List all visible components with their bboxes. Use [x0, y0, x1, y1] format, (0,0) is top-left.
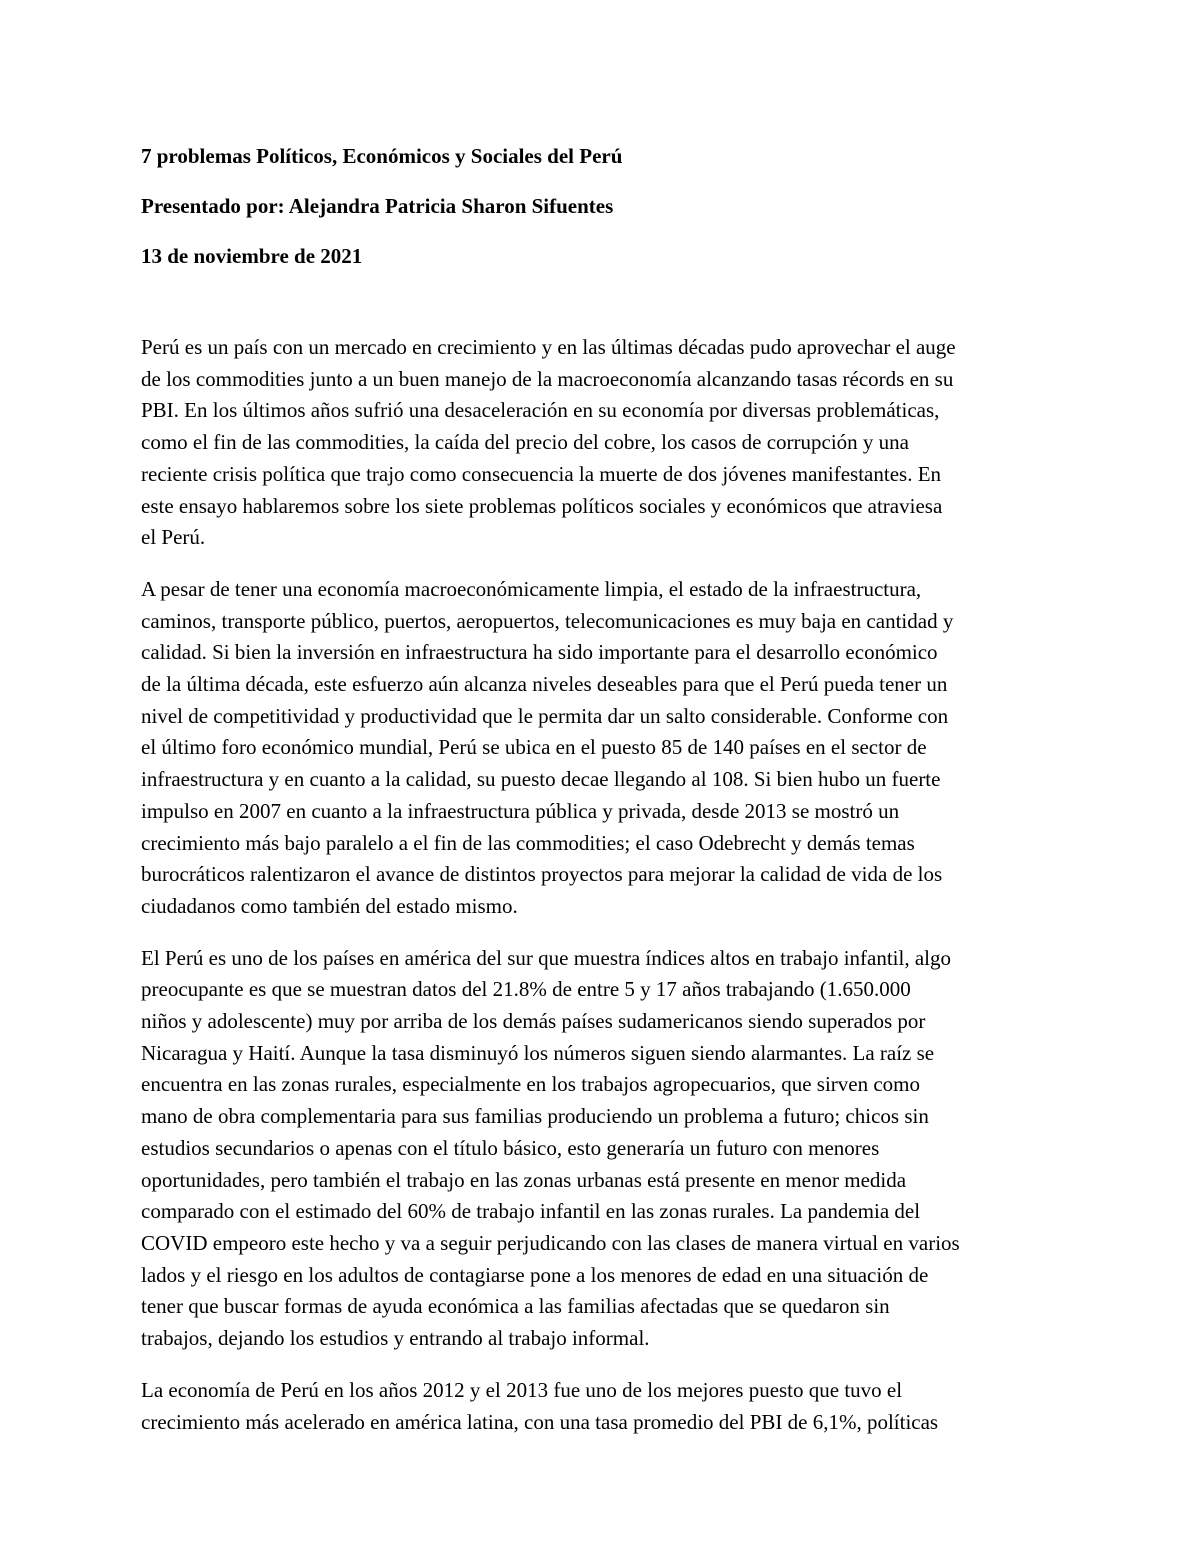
- text-line: mano de obra complementaria para sus familias produciendo un problema a futuro; chicos sin: [141, 1104, 929, 1129]
- text-line: reciente crisis política que trajo como consecuencia la muerte de dos jóvenes manifestantes. En: [141, 461, 942, 486]
- document-title: 7 problemas Políticos, Económicos y Sociales del Perú: [141, 144, 623, 168]
- text-line: impulso en 2007 en cuanto a la infraestructura pública y privada, desde 2013 se mostró un: [141, 798, 900, 823]
- text-line: trabajos, dejando los estudios y entrando al trabajo informal.: [141, 1326, 650, 1351]
- text-line: lados y el riesgo en los adultos de contagiarse pone a los menores de edad en una situación de: [141, 1262, 929, 1287]
- text-line: de la última década, este esfuerzo aún alcanza niveles deseables para que el Perú pueda tener un: [141, 672, 948, 697]
- text-line: burocráticos ralentizaron el avance de distintos proyectos para mejorar la calidad de vida de los: [141, 862, 943, 887]
- text-line: el último foro económico mundial, Perú se ubica en el puesto 85 de 140 países en el sector de: [141, 735, 927, 760]
- text-line: tener que buscar formas de ayuda económica a las familias afectadas que se quedaron sin: [141, 1294, 890, 1319]
- text-line: oportunidades, pero también el trabajo en las zonas urbanas está presente en menor medida: [141, 1167, 907, 1192]
- text-line: PBI. En los últimos años sufrió una desaceleración en su economía por diversas problemáticas,: [141, 398, 940, 423]
- text-line: calidad. Si bien la inversión en infraestructura ha sido importante para el desarrollo económico: [141, 640, 938, 665]
- document-author: Presentado por: Alejandra Patricia Sharon Sifuentes: [141, 194, 614, 218]
- text-line: crecimiento más bajo paralelo a el fin de las commodities; el caso Odebrecht y demás temas: [141, 830, 915, 855]
- text-line: como el fin de las commodities, la caída del precio del cobre, los casos de corrupción y una: [141, 430, 909, 455]
- paragraph-2: [141, 574, 1066, 923]
- document-body: [141, 332, 1066, 1458]
- text-line: caminos, transporte público, puertos, aeropuertos, telecomunicaciones es muy baja en cantidad y: [141, 608, 954, 633]
- paragraph-3: [141, 943, 1066, 1355]
- document-date: 13 de noviembre de 2021: [141, 244, 363, 268]
- text-line: de los commodities junto a un buen manejo de la macroeconomía alcanzando tasas récords en su: [141, 366, 954, 391]
- text-line: preocupante es que se muestran datos del 21.8% de entre 5 y 17 años trabajando (1.650.000: [141, 977, 911, 1002]
- text-line: El Perú es uno de los países en américa del sur que muestra índices altos en trabajo infantil, algo: [141, 945, 952, 970]
- text-line: infraestructura y en cuanto a la calidad, su puesto decae llegando al 108. Si bien hubo un fuerte: [141, 767, 941, 792]
- text-line: comparado con el estimado del 60% de trabajo infantil en las zonas rurales. La pandemia del: [141, 1199, 921, 1224]
- text-line: este ensayo hablaremos sobre los siete problemas políticos sociales y económicos que atraviesa: [141, 493, 943, 518]
- text-line: estudios secundarios o apenas con el título básico, esto generaría un futuro con menores: [141, 1135, 880, 1160]
- text-line: Nicaragua y Haití. Aunque la tasa disminuyó los números siguen siendo alarmantes. La raíz se: [141, 1040, 935, 1065]
- document-header: [141, 144, 1071, 294]
- text-line: encuentra en las zonas rurales, especialmente en los trabajos agropecuarios, que sirven como: [141, 1072, 921, 1097]
- text-line: el Perú.: [141, 525, 206, 550]
- paragraph-1: [141, 332, 1066, 554]
- paragraph-4: [141, 1375, 1066, 1438]
- text-line: crecimiento más acelerado en américa latina, con una tasa promedio del PBI de 6,1%, políticas: [141, 1409, 939, 1434]
- text-line: La economía de Perú en los años 2012 y el 2013 fue uno de los mejores puesto que tuvo el: [141, 1377, 903, 1402]
- text-line: ciudadanos como también del estado mismo.: [141, 893, 518, 918]
- text-line: nivel de competitividad y productividad que le permita dar un salto considerable. Conforme con: [141, 703, 949, 728]
- text-line: A pesar de tener una economía macroeconómicamente limpia, el estado de la infraestructura,: [141, 576, 922, 601]
- text-line: Perú es un país con un mercado en crecimiento y en las últimas décadas pudo aprovechar el auge: [141, 335, 956, 359]
- text-line: COVID empeoro este hecho y va a seguir perjudicando con las clases de manera virtual en varios: [141, 1230, 960, 1255]
- text-line: niños y adolescente) muy por arriba de los demás países sudamericanos siendo superados por: [141, 1009, 926, 1034]
